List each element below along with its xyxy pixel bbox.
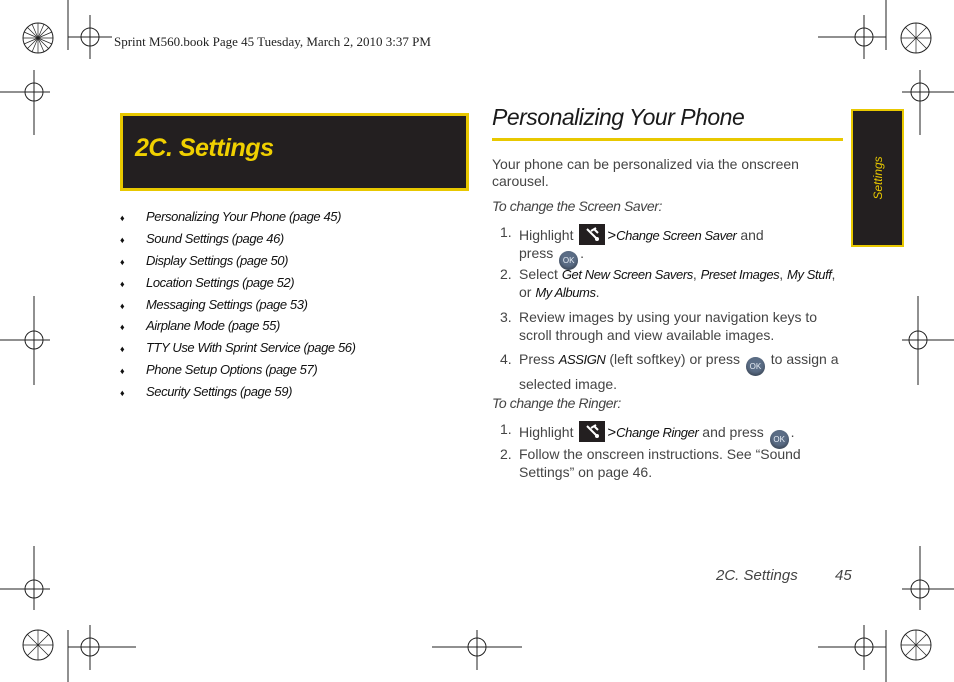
diamond-bullet-icon: ♦ (120, 344, 125, 355)
diamond-bullet-icon: ♦ (120, 366, 125, 377)
side-tab-label: Settings (870, 156, 885, 200)
toc-item[interactable]: ♦ Sound Settings (page 46) (120, 230, 284, 246)
diamond-bullet-icon: ♦ (120, 234, 125, 245)
diamond-bullet-icon: ♦ (120, 300, 125, 311)
toc-item[interactable]: ♦ Display Settings (page 50) (120, 252, 289, 268)
settings-menu-icon (579, 224, 605, 245)
section-title: Personalizing Your Phone (492, 104, 745, 130)
toc-item[interactable]: ♦ Location Settings (page 52) (120, 274, 295, 290)
toc-item[interactable]: ♦ Security Settings (page 59) (120, 384, 293, 400)
footer-chapter: 2C. Settings (716, 567, 798, 584)
ok-key-icon: OK (770, 430, 789, 449)
side-chapter-tab (851, 109, 904, 247)
diamond-bullet-icon: ♦ (120, 256, 125, 267)
ok-key-icon: OK (559, 251, 578, 270)
assign-softkey-label: ASSIGN (558, 352, 606, 367)
toc-item[interactable]: ♦ Messaging Settings (page 53) (120, 296, 308, 312)
subhead-ringer: To change the Ringer: (492, 395, 621, 411)
toc-item[interactable]: ♦ Personalizing Your Phone (page 45) (120, 209, 342, 224)
diamond-bullet-icon: ♦ (120, 278, 125, 289)
ok-key-icon: OK (746, 357, 765, 376)
diamond-bullet-icon: ♦ (120, 322, 125, 333)
toc-item[interactable]: ♦ Phone Setup Options (page 57) (120, 362, 318, 378)
subhead-screen-saver: To change the Screen Saver: (492, 198, 663, 214)
intro-paragraph: Your phone can be personalized via the onscreen carousel. (492, 156, 799, 189)
chapter-title: 2C. Settings (135, 134, 274, 162)
page-number: 45 (835, 567, 852, 584)
toc-item[interactable]: ♦ Airplane Mode (page 55) (120, 318, 280, 334)
diamond-bullet-icon: ♦ (120, 213, 125, 223)
chapter-title-box (120, 113, 469, 191)
settings-menu-icon (579, 421, 605, 442)
section-divider (492, 138, 843, 141)
diamond-bullet-icon: ♦ (120, 388, 125, 399)
print-header: Sprint M560.book Page 45 Tuesday, March 2, 2010 3:37 PM (114, 34, 431, 49)
chapter-toc (120, 209, 356, 406)
toc-item[interactable]: ♦ TTY Use With Sprint Service (page 56) (120, 340, 356, 356)
